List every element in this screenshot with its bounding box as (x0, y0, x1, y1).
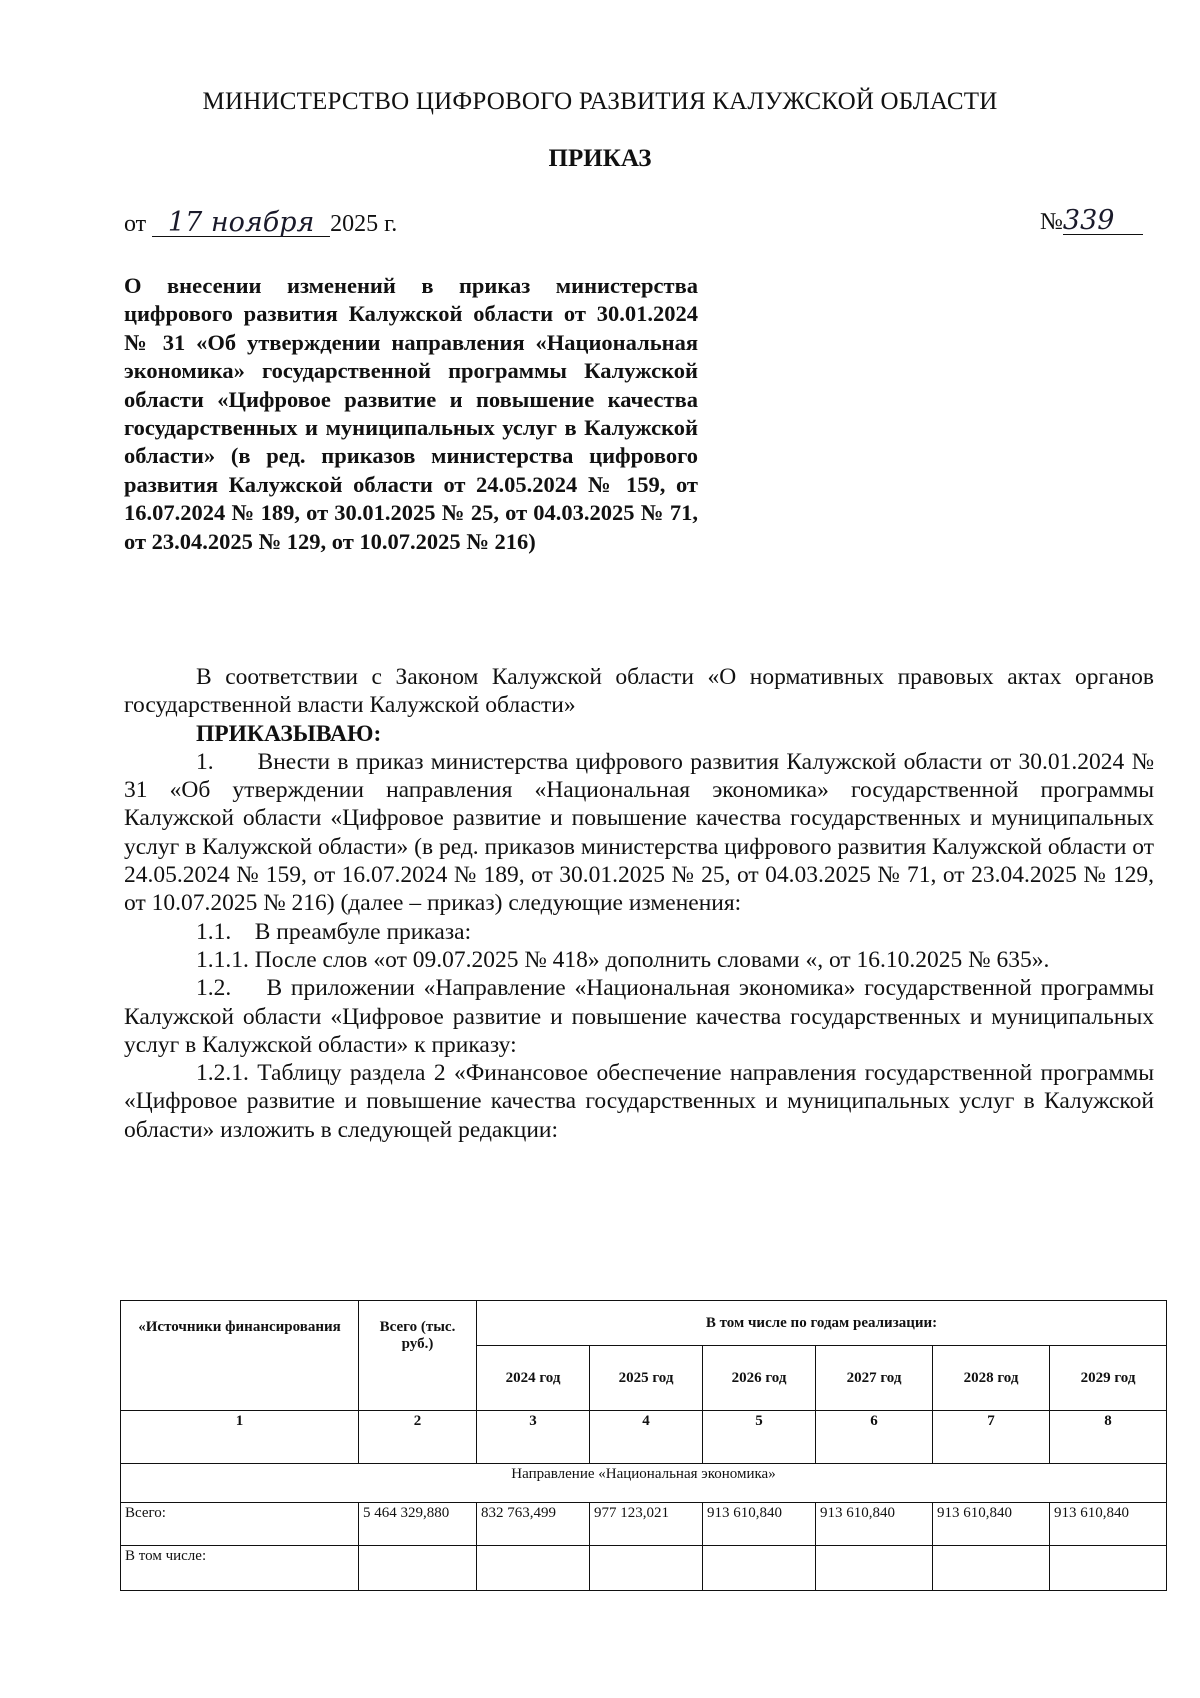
header-source: «Источники финансирования (121, 1301, 359, 1411)
column-number: 6 (816, 1411, 933, 1464)
table-row (121, 1503, 1167, 1546)
row-value (477, 1546, 590, 1591)
row-value (933, 1546, 1050, 1591)
column-number: 8 (1050, 1411, 1167, 1464)
row-label: В том числе: (121, 1546, 359, 1591)
header-year: 2024 год (477, 1346, 590, 1411)
order-number (1040, 205, 1143, 236)
row-value: 5 464 329,880 (359, 1503, 477, 1546)
header-year: 2028 год (933, 1346, 1050, 1411)
clause-1-1: 1.1. В преамбуле приказа: (196, 918, 472, 945)
ministry-name: МИНИСТЕРСТВО ЦИФРОВОГО РАЗВИТИЯ КАЛУЖСКОЙ ОБЛАСТИ (202, 88, 998, 115)
financing-table-wrap (120, 1300, 1166, 1591)
row-value: 913 610,840 (933, 1503, 1050, 1546)
order-word: ПРИКАЗЫВАЮ: (196, 720, 382, 747)
column-number: 4 (590, 1411, 703, 1464)
order-body (124, 663, 1154, 1144)
row-label: Всего: (121, 1503, 359, 1546)
header-years-group: В том числе по годам реализации: (477, 1301, 1167, 1346)
header-year: 2027 год (816, 1346, 933, 1411)
row-value: 913 610,840 (1050, 1503, 1167, 1546)
direction-row (121, 1464, 1167, 1503)
number-sign: № (1040, 209, 1063, 235)
direction-title: Направление «Национальная экономика» (121, 1464, 1167, 1503)
preamble: В соответствии с Законом Калужской области «О нормативных правовых актах органов государственной власти Калужской области» (124, 664, 1154, 719)
order-subject: О внесении изменений в приказ министерства цифрового развития Калужской области от 30.01.2024 № 31 «Об утверждении направления «Национальная экономика» государственной программы Калужской области «Цифровое развитие и повышение качества государственных и муниципальных услуг в Калужской области» (в ред. приказов министерства цифрового развития Калужской области от 24.05.2024 № 159, от 16.07.2024 № 189, от 30.01.2025 № 25, от 04.03.2025 № 71, от 23.04.2025 № 129, от 10.07.2025 № 216) (124, 273, 698, 554)
column-number: 3 (477, 1411, 590, 1464)
column-number: 7 (933, 1411, 1050, 1464)
row-value (359, 1546, 477, 1591)
row-value (703, 1546, 816, 1591)
column-number: 2 (359, 1411, 477, 1464)
row-value (816, 1546, 933, 1591)
header-year: 2026 год (703, 1346, 816, 1411)
clause-1: 1. Внести в приказ министерства цифрового развития Калужской области от 30.01.2024 № 31 «Об утверждении направления «Национальная экономика» государственной программы Калужской области «Цифровое развитие и повышение качества государственных и муниципальных услуг в Калужской области» (в ред. приказов министерства цифрового развития Калужской области от 24.05.2024 № 159, от 16.07.2024 № 189, от 30.01.2025 № 25, от 04.03.2025 № 71, от 23.04.2025 № 129, от 10.07.2025 № 216) (далее – приказ) следующие изменения: (124, 748, 1154, 917)
handwritten-date: 17 ноября (152, 210, 330, 237)
row-value: 832 763,499 (477, 1503, 590, 1546)
date-prefix: от (124, 211, 147, 237)
row-value (1050, 1546, 1167, 1591)
clause-1-2-1: 1.2.1. Таблицу раздела 2 «Финансовое обеспечение направления государственной программы «Цифровое развитие и повышение качества государственных и муниципальных услуг в Калужской области» изложить в следующей редакции: (124, 1060, 1154, 1143)
clause-1-2: 1.2. В приложении «Направление «Национальная экономика» государственной программы Калужской области «Цифровое развитие и повышение качества государственных и муниципальных услуг в Калужской области» к приказу: (124, 975, 1154, 1058)
row-value (590, 1546, 703, 1591)
header-year: 2029 год (1050, 1346, 1167, 1411)
header-total: Всего (тыс. руб.) (359, 1301, 477, 1411)
column-number: 1 (121, 1411, 359, 1464)
row-value: 913 610,840 (816, 1503, 933, 1546)
table-row (121, 1546, 1167, 1591)
clause-1-1-1: 1.1.1. После слов «от 09.07.2025 № 418» дополнить словами «, от 16.10.2025 № 635». (196, 946, 1050, 973)
handwritten-number: 339 (1063, 208, 1143, 235)
row-value: 913 610,840 (703, 1503, 816, 1546)
date-year: 2025 г. (330, 211, 398, 237)
financing-table (120, 1300, 1167, 1591)
document-type: ПРИКАЗ (548, 145, 652, 172)
column-number-row (121, 1411, 1167, 1464)
order-date (124, 207, 398, 238)
header-year: 2025 год (590, 1346, 703, 1411)
column-number: 5 (703, 1411, 816, 1464)
row-value: 977 123,021 (590, 1503, 703, 1546)
